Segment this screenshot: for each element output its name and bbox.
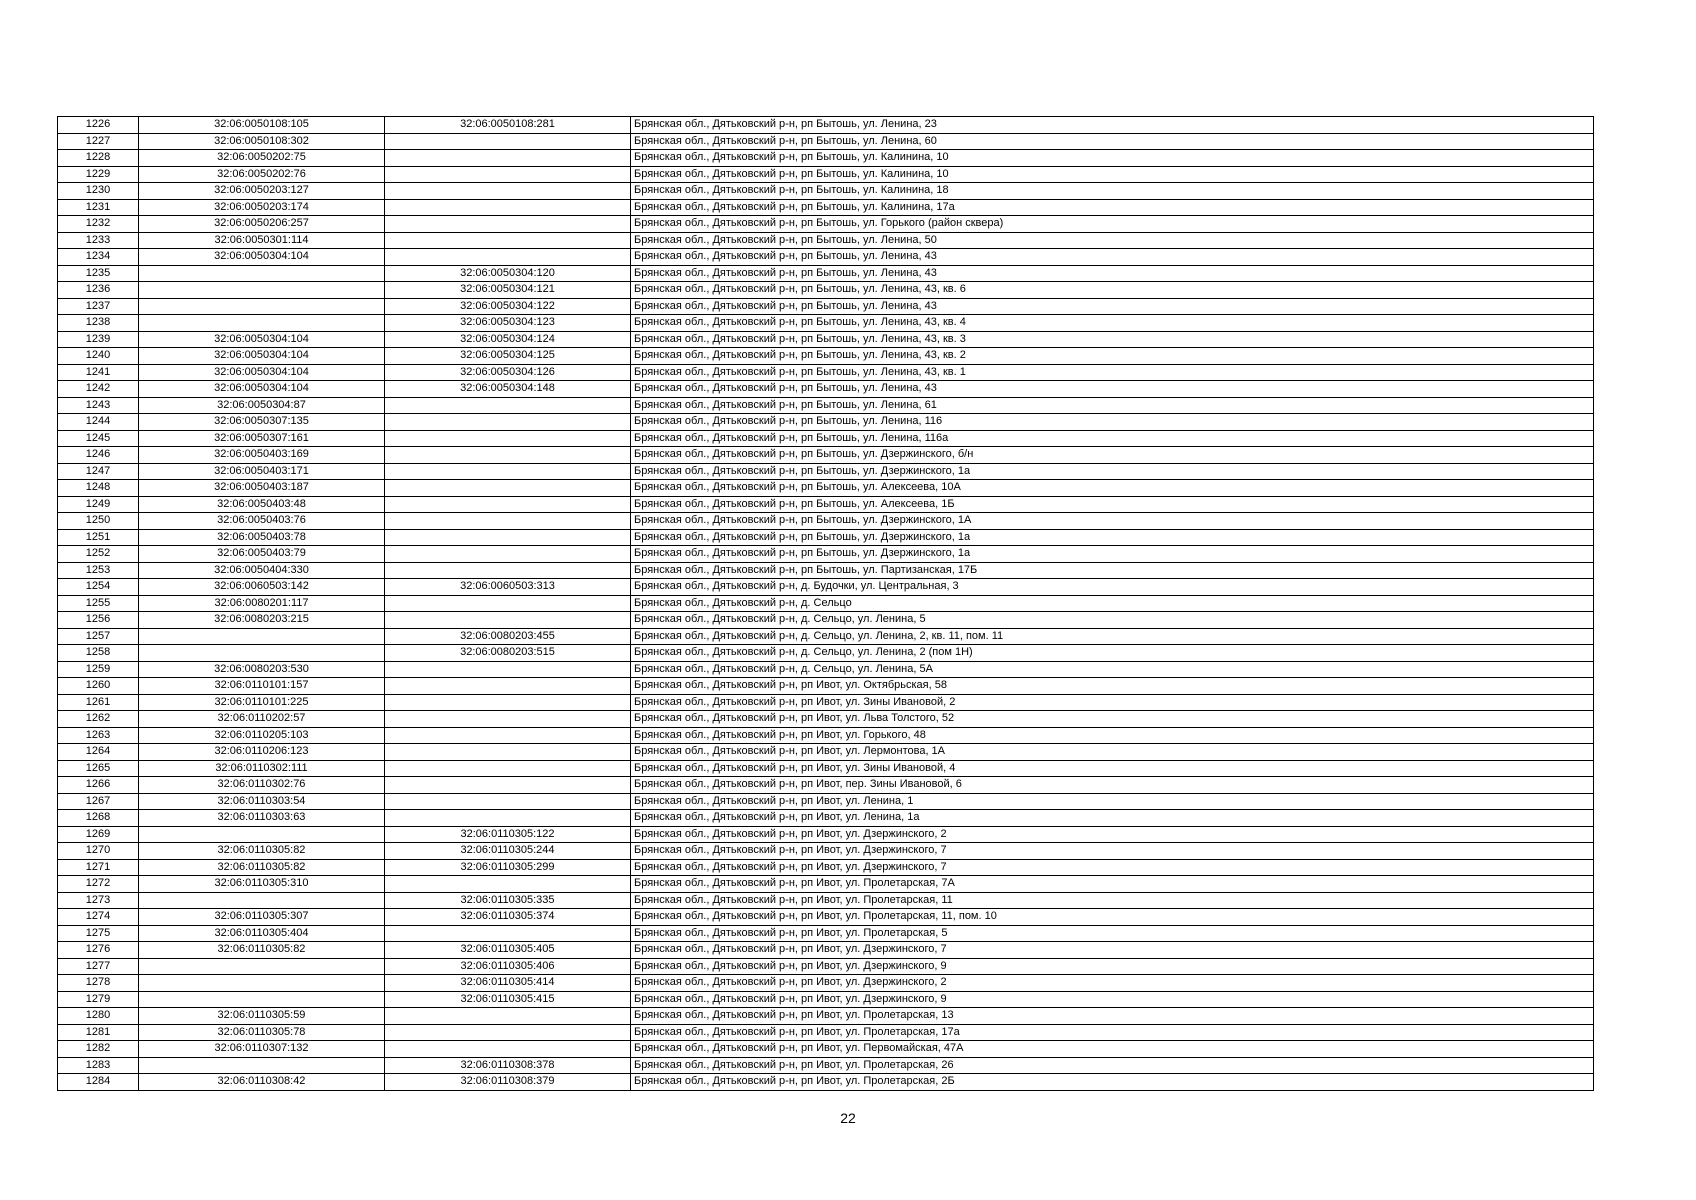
table-row [58,133,1594,150]
table-row [58,760,1594,777]
table-row [58,777,1594,794]
address-cell: Брянская обл., Дятьковский р-н, рп Бытошь, ул. Дзержинского, 1А [631,513,1594,530]
address-cell: Брянская обл., Дятьковский р-н, рп Ивот, ул. Пролетарская, 17а [631,1024,1594,1041]
address-cell: Брянская обл., Дятьковский р-н, рп Бытошь, ул. Ленина, 43 [631,381,1594,398]
table-row [58,199,1594,216]
table-row [58,892,1594,909]
table-row [58,166,1594,183]
row-number-cell: 1241 [58,364,139,381]
cadastral-number-cell: 32:06:0110305:59 [139,1008,385,1025]
cadastral-number-cell: 32:06:0110302:111 [139,760,385,777]
address-cell: Брянская обл., Дятьковский р-н, рп Бытошь, ул. Ленина, 43 [631,249,1594,266]
address-cell: Брянская обл., Дятьковский р-н, рп Ивот, ул. Первомайская, 47А [631,1041,1594,1058]
address-cell: Брянская обл., Дятьковский р-н, рп Ивот, ул. Ленина, 1 [631,793,1594,810]
table-row [58,925,1594,942]
table-row [58,397,1594,414]
object-cadastral-number-cell: 32:06:0110305:414 [385,975,631,992]
cadastral-number-cell: 32:06:0050404:330 [139,562,385,579]
table-row [58,183,1594,200]
address-cell: Брянская обл., Дятьковский р-н, рп Ивот, ул. Пролетарская, 5 [631,925,1594,942]
table-row [58,298,1594,315]
object-cadastral-number-cell: 32:06:0080203:455 [385,628,631,645]
table-row [58,1057,1594,1074]
row-number-cell: 1254 [58,579,139,596]
row-number-cell: 1278 [58,975,139,992]
registry-table-body [58,117,1594,1091]
object-cadastral-number-cell: 32:06:0110305:415 [385,991,631,1008]
row-number-cell: 1250 [58,513,139,530]
object-cadastral-number-cell: 32:06:0050304:123 [385,315,631,332]
table-row [58,480,1594,497]
address-cell: Брянская обл., Дятьковский р-н, рп Бытошь, ул. Ленина, 43 [631,265,1594,282]
cadastral-number-cell: 32:06:0110302:76 [139,777,385,794]
address-cell: Брянская обл., Дятьковский р-н, рп Бытошь, ул. Алексеева, 1Б [631,496,1594,513]
row-number-cell: 1255 [58,595,139,612]
address-cell: Брянская обл., Дятьковский р-н, д. Сельцо, ул. Ленина, 5А [631,661,1594,678]
address-cell: Брянская обл., Дятьковский р-н, рп Ивот, ул. Лермонтова, 1А [631,744,1594,761]
cadastral-number-cell: 32:06:0050202:75 [139,150,385,167]
table-row [58,744,1594,761]
address-cell: Брянская обл., Дятьковский р-н, рп Ивот, ул. Ленина, 1а [631,810,1594,827]
address-cell: Брянская обл., Дятьковский р-н, рп Ивот, ул. Дзержинского, 2 [631,826,1594,843]
object-cadastral-number-cell [385,166,631,183]
row-number-cell: 1236 [58,282,139,299]
table-row [58,843,1594,860]
object-cadastral-number-cell: 32:06:0060503:313 [385,579,631,596]
address-cell: Брянская обл., Дятьковский р-н, рп Бытошь, ул. Ленина, 61 [631,397,1594,414]
row-number-cell: 1251 [58,529,139,546]
table-row [58,975,1594,992]
table-row [58,232,1594,249]
cadastral-number-cell: 32:06:0050307:135 [139,414,385,431]
row-number-cell: 1268 [58,810,139,827]
address-cell: Брянская обл., Дятьковский р-н, рп Ивот, ул. Дзержинского, 7 [631,843,1594,860]
object-cadastral-number-cell [385,661,631,678]
table-row [58,579,1594,596]
table-row [58,447,1594,464]
address-cell: Брянская обл., Дятьковский р-н, д. Будочки, ул. Центральная, 3 [631,579,1594,596]
address-cell: Брянская обл., Дятьковский р-н, рп Ивот, ул. Зины Ивановой, 2 [631,694,1594,711]
object-cadastral-number-cell [385,430,631,447]
table-row [58,595,1594,612]
table-row [58,991,1594,1008]
table-row [58,315,1594,332]
row-number-cell: 1284 [58,1074,139,1091]
row-number-cell: 1259 [58,661,139,678]
property-registry-table [57,116,1594,1091]
address-cell: Брянская обл., Дятьковский р-н, рп Бытошь, ул. Дзержинского, б/н [631,447,1594,464]
cadastral-number-cell: 32:06:0050403:171 [139,463,385,480]
address-cell: Брянская обл., Дятьковский р-н, д. Сельцо, ул. Ленина, 5 [631,612,1594,629]
cadastral-number-cell: 32:06:0050304:104 [139,331,385,348]
row-number-cell: 1230 [58,183,139,200]
cadastral-number-cell: 32:06:0110305:404 [139,925,385,942]
object-cadastral-number-cell [385,744,631,761]
row-number-cell: 1283 [58,1057,139,1074]
object-cadastral-number-cell [385,249,631,266]
table-row [58,546,1594,563]
object-cadastral-number-cell [385,463,631,480]
object-cadastral-number-cell: 32:06:0110305:122 [385,826,631,843]
cadastral-number-cell: 32:06:0050108:302 [139,133,385,150]
object-cadastral-number-cell [385,711,631,728]
address-cell: Брянская обл., Дятьковский р-н, рп Ивот, ул. Пролетарская, 11 [631,892,1594,909]
table-row [58,876,1594,893]
cadastral-number-cell: 32:06:0050206:257 [139,216,385,233]
table-row [58,859,1594,876]
object-cadastral-number-cell [385,793,631,810]
row-number-cell: 1257 [58,628,139,645]
table-row [58,364,1594,381]
table-row [58,694,1594,711]
object-cadastral-number-cell [385,810,631,827]
cadastral-number-cell: 32:06:0110305:82 [139,843,385,860]
address-cell: Брянская обл., Дятьковский р-н, рп Бытошь, ул. Ленина, 43, кв. 1 [631,364,1594,381]
row-number-cell: 1281 [58,1024,139,1041]
object-cadastral-number-cell: 32:06:0110308:378 [385,1057,631,1074]
row-number-cell: 1238 [58,315,139,332]
object-cadastral-number-cell: 32:06:0110305:405 [385,942,631,959]
cadastral-number-cell [139,958,385,975]
cadastral-number-cell: 32:06:0050403:48 [139,496,385,513]
object-cadastral-number-cell: 32:06:0110305:244 [385,843,631,860]
address-cell: Брянская обл., Дятьковский р-н, рп Бытошь, ул. Дзержинского, 1а [631,463,1594,480]
object-cadastral-number-cell [385,183,631,200]
object-cadastral-number-cell: 32:06:0110305:335 [385,892,631,909]
table-row [58,645,1594,662]
address-cell: Брянская обл., Дятьковский р-н, рп Бытошь, ул. Ленина, 116 [631,414,1594,431]
object-cadastral-number-cell [385,694,631,711]
row-number-cell: 1227 [58,133,139,150]
row-number-cell: 1242 [58,381,139,398]
object-cadastral-number-cell [385,612,631,629]
object-cadastral-number-cell [385,513,631,530]
table-row [58,942,1594,959]
cadastral-number-cell: 32:06:0050403:78 [139,529,385,546]
row-number-cell: 1252 [58,546,139,563]
object-cadastral-number-cell: 32:06:0050304:126 [385,364,631,381]
table-row [58,1008,1594,1025]
row-number-cell: 1253 [58,562,139,579]
cadastral-number-cell: 32:06:0110202:57 [139,711,385,728]
address-cell: Брянская обл., Дятьковский р-н, рп Ивот, ул. Октябрьская, 58 [631,678,1594,695]
row-number-cell: 1275 [58,925,139,942]
address-cell: Брянская обл., Дятьковский р-н, рп Бытошь, ул. Калинина, 10 [631,150,1594,167]
address-cell: Брянская обл., Дятьковский р-н, рп Бытошь, ул. Алексеева, 10А [631,480,1594,497]
address-cell: Брянская обл., Дятьковский р-н, рп Ивот, ул. Горького, 48 [631,727,1594,744]
cadastral-number-cell: 32:06:0110305:82 [139,859,385,876]
table-row [58,529,1594,546]
address-cell: Брянская обл., Дятьковский р-н, рп Бытошь, ул. Ленина, 43, кв. 4 [631,315,1594,332]
object-cadastral-number-cell [385,447,631,464]
row-number-cell: 1269 [58,826,139,843]
object-cadastral-number-cell [385,760,631,777]
row-number-cell: 1272 [58,876,139,893]
row-number-cell: 1234 [58,249,139,266]
object-cadastral-number-cell [385,529,631,546]
row-number-cell: 1280 [58,1008,139,1025]
object-cadastral-number-cell [385,1008,631,1025]
row-number-cell: 1279 [58,991,139,1008]
row-number-cell: 1265 [58,760,139,777]
object-cadastral-number-cell: 32:06:0050304:122 [385,298,631,315]
address-cell: Брянская обл., Дятьковский р-н, рп Бытошь, ул. Ленина, 43, кв. 2 [631,348,1594,365]
address-cell: Брянская обл., Дятьковский р-н, рп Ивот, ул. Пролетарская, 26 [631,1057,1594,1074]
row-number-cell: 1235 [58,265,139,282]
object-cadastral-number-cell [385,1024,631,1041]
address-cell: Брянская обл., Дятьковский р-н, рп Ивот, ул. Пролетарская, 13 [631,1008,1594,1025]
table-row [58,661,1594,678]
table-row [58,430,1594,447]
table-row [58,463,1594,480]
row-number-cell: 1261 [58,694,139,711]
object-cadastral-number-cell [385,546,631,563]
object-cadastral-number-cell [385,925,631,942]
address-cell: Брянская обл., Дятьковский р-н, рп Бытошь, ул. Дзержинского, 1а [631,529,1594,546]
row-number-cell: 1270 [58,843,139,860]
row-number-cell: 1240 [58,348,139,365]
cadastral-number-cell [139,826,385,843]
cadastral-number-cell: 32:06:0050403:76 [139,513,385,530]
cadastral-number-cell: 32:06:0110305:78 [139,1024,385,1041]
cadastral-number-cell: 32:06:0050304:104 [139,381,385,398]
row-number-cell: 1260 [58,678,139,695]
cadastral-number-cell [139,628,385,645]
row-number-cell: 1266 [58,777,139,794]
cadastral-number-cell: 32:06:0110205:103 [139,727,385,744]
table-row [58,331,1594,348]
cadastral-number-cell: 32:06:0110307:132 [139,1041,385,1058]
table-row [58,711,1594,728]
cadastral-number-cell: 32:06:0050203:127 [139,183,385,200]
object-cadastral-number-cell: 32:06:0050304:148 [385,381,631,398]
cadastral-number-cell: 32:06:0050403:187 [139,480,385,497]
table-row [58,249,1594,266]
object-cadastral-number-cell [385,678,631,695]
table-row [58,793,1594,810]
table-row [58,414,1594,431]
cadastral-number-cell: 32:06:0080203:215 [139,612,385,629]
object-cadastral-number-cell: 32:06:0110305:406 [385,958,631,975]
address-cell: Брянская обл., Дятьковский р-н, рп Бытошь, ул. Ленина, 116а [631,430,1594,447]
address-cell: Брянская обл., Дятьковский р-н, д. Сельцо, ул. Ленина, 2 (пом 1Н) [631,645,1594,662]
table-row [58,562,1594,579]
object-cadastral-number-cell [385,562,631,579]
address-cell: Брянская обл., Дятьковский р-н, рп Ивот, ул. Пролетарская, 11, пом. 10 [631,909,1594,926]
cadastral-number-cell: 32:06:0050301:114 [139,232,385,249]
row-number-cell: 1231 [58,199,139,216]
object-cadastral-number-cell [385,595,631,612]
row-number-cell: 1232 [58,216,139,233]
address-cell: Брянская обл., Дятьковский р-н, рп Ивот, ул. Льва Толстого, 52 [631,711,1594,728]
address-cell: Брянская обл., Дятьковский р-н, рп Бытошь, ул. Калинина, 17а [631,199,1594,216]
cadastral-number-cell: 32:06:0110305:307 [139,909,385,926]
row-number-cell: 1237 [58,298,139,315]
object-cadastral-number-cell: 32:06:0050108:281 [385,117,631,134]
cadastral-number-cell: 32:06:0050304:104 [139,348,385,365]
object-cadastral-number-cell [385,777,631,794]
address-cell: Брянская обл., Дятьковский р-н, рп Ивот, ул. Дзержинского, 7 [631,942,1594,959]
row-number-cell: 1267 [58,793,139,810]
row-number-cell: 1247 [58,463,139,480]
cadastral-number-cell: 32:06:0080201:117 [139,595,385,612]
cadastral-number-cell: 32:06:0110101:225 [139,694,385,711]
object-cadastral-number-cell [385,480,631,497]
cadastral-number-cell: 32:06:0050403:169 [139,447,385,464]
row-number-cell: 1245 [58,430,139,447]
cadastral-number-cell [139,892,385,909]
row-number-cell: 1246 [58,447,139,464]
table-row [58,678,1594,695]
cadastral-number-cell: 32:06:0050403:79 [139,546,385,563]
address-cell: Брянская обл., Дятьковский р-н, рп Бытошь, ул. Ленина, 60 [631,133,1594,150]
table-row [58,1074,1594,1091]
cadastral-number-cell: 32:06:0110305:82 [139,942,385,959]
cadastral-number-cell: 32:06:0110305:310 [139,876,385,893]
table-row [58,117,1594,134]
row-number-cell: 1274 [58,909,139,926]
object-cadastral-number-cell [385,397,631,414]
row-number-cell: 1248 [58,480,139,497]
table-row [58,727,1594,744]
table-row [58,810,1594,827]
object-cadastral-number-cell [385,150,631,167]
object-cadastral-number-cell: 32:06:0080203:515 [385,645,631,662]
row-number-cell: 1258 [58,645,139,662]
row-number-cell: 1233 [58,232,139,249]
table-row [58,513,1594,530]
address-cell: Брянская обл., Дятьковский р-н, д. Сельцо, ул. Ленина, 2, кв. 11, пом. 11 [631,628,1594,645]
object-cadastral-number-cell [385,876,631,893]
object-cadastral-number-cell: 32:06:0110305:374 [385,909,631,926]
address-cell: Брянская обл., Дятьковский р-н, рп Бытошь, ул. Ленина, 43, кв. 3 [631,331,1594,348]
address-cell: Брянская обл., Дятьковский р-н, рп Бытошь, ул. Партизанская, 17Б [631,562,1594,579]
row-number-cell: 1264 [58,744,139,761]
cadastral-number-cell [139,1057,385,1074]
cadastral-number-cell [139,315,385,332]
cadastral-number-cell: 32:06:0110101:157 [139,678,385,695]
row-number-cell: 1271 [58,859,139,876]
cadastral-number-cell: 32:06:0050202:76 [139,166,385,183]
object-cadastral-number-cell [385,133,631,150]
row-number-cell: 1282 [58,1041,139,1058]
object-cadastral-number-cell: 32:06:0110308:379 [385,1074,631,1091]
object-cadastral-number-cell: 32:06:0050304:125 [385,348,631,365]
row-number-cell: 1239 [58,331,139,348]
address-cell: Брянская обл., Дятьковский р-н, рп Ивот, ул. Дзержинского, 9 [631,958,1594,975]
object-cadastral-number-cell [385,232,631,249]
table-row [58,496,1594,513]
address-cell: Брянская обл., Дятьковский р-н, рп Ивот, пер. Зины Ивановой, 6 [631,777,1594,794]
address-cell: Брянская обл., Дятьковский р-н, рп Ивот, ул. Дзержинского, 9 [631,991,1594,1008]
address-cell: Брянская обл., Дятьковский р-н, д. Сельцо [631,595,1594,612]
table-row [58,612,1594,629]
table-row [58,958,1594,975]
cadastral-number-cell [139,975,385,992]
cadastral-number-cell: 32:06:0050203:174 [139,199,385,216]
cadastral-number-cell: 32:06:0110206:123 [139,744,385,761]
address-cell: Брянская обл., Дятьковский р-н, рп Ивот, ул. Дзержинского, 7 [631,859,1594,876]
cadastral-number-cell [139,991,385,1008]
table-row [58,909,1594,926]
cadastral-number-cell: 32:06:0050304:87 [139,397,385,414]
row-number-cell: 1226 [58,117,139,134]
cadastral-number-cell: 32:06:0050108:105 [139,117,385,134]
row-number-cell: 1228 [58,150,139,167]
object-cadastral-number-cell [385,1041,631,1058]
row-number-cell: 1256 [58,612,139,629]
table-row [58,348,1594,365]
cadastral-number-cell [139,645,385,662]
cadastral-number-cell [139,298,385,315]
address-cell: Брянская обл., Дятьковский р-н, рп Бытошь, ул. Калинина, 10 [631,166,1594,183]
object-cadastral-number-cell: 32:06:0050304:124 [385,331,631,348]
address-cell: Брянская обл., Дятьковский р-н, рп Бытошь, ул. Ленина, 43 [631,298,1594,315]
row-number-cell: 1263 [58,727,139,744]
cadastral-number-cell: 32:06:0050304:104 [139,249,385,266]
object-cadastral-number-cell: 32:06:0050304:121 [385,282,631,299]
cadastral-number-cell: 32:06:0110303:63 [139,810,385,827]
address-cell: Брянская обл., Дятьковский р-н, рп Бытошь, ул. Калинина, 18 [631,183,1594,200]
table-row [58,826,1594,843]
object-cadastral-number-cell: 32:06:0110305:299 [385,859,631,876]
address-cell: Брянская обл., Дятьковский р-н, рп Бытошь, ул. Ленина, 50 [631,232,1594,249]
row-number-cell: 1244 [58,414,139,431]
row-number-cell: 1262 [58,711,139,728]
cadastral-number-cell: 32:06:0050307:161 [139,430,385,447]
object-cadastral-number-cell [385,216,631,233]
address-cell: Брянская обл., Дятьковский р-н, рп Бытошь, ул. Ленина, 23 [631,117,1594,134]
address-cell: Брянская обл., Дятьковский р-н, рп Ивот, ул. Пролетарская, 7А [631,876,1594,893]
row-number-cell: 1276 [58,942,139,959]
table-row [58,381,1594,398]
object-cadastral-number-cell [385,199,631,216]
address-cell: Брянская обл., Дятьковский р-н, рп Бытошь, ул. Дзержинского, 1а [631,546,1594,563]
row-number-cell: 1277 [58,958,139,975]
object-cadastral-number-cell [385,727,631,744]
object-cadastral-number-cell [385,414,631,431]
page-number: 22 [840,1110,856,1126]
table-row [58,628,1594,645]
cadastral-number-cell [139,265,385,282]
cadastral-number-cell: 32:06:0110303:54 [139,793,385,810]
address-cell: Брянская обл., Дятьковский р-н, рп Ивот, ул. Пролетарская, 2Б [631,1074,1594,1091]
table-row [58,150,1594,167]
row-number-cell: 1273 [58,892,139,909]
table-row [58,216,1594,233]
address-cell: Брянская обл., Дятьковский р-н, рп Бытошь, ул. Ленина, 43, кв. 6 [631,282,1594,299]
table-row [58,1024,1594,1041]
cadastral-number-cell: 32:06:0050304:104 [139,364,385,381]
cadastral-number-cell: 32:06:0060503:142 [139,579,385,596]
table-row [58,282,1594,299]
object-cadastral-number-cell [385,496,631,513]
cadastral-number-cell [139,282,385,299]
cadastral-number-cell: 32:06:0110308:42 [139,1074,385,1091]
table-row [58,265,1594,282]
object-cadastral-number-cell: 32:06:0050304:120 [385,265,631,282]
row-number-cell: 1249 [58,496,139,513]
address-cell: Брянская обл., Дятьковский р-н, рп Бытошь, ул. Горького (район сквера) [631,216,1594,233]
row-number-cell: 1229 [58,166,139,183]
address-cell: Брянская обл., Дятьковский р-н, рп Ивот, ул. Зины Ивановой, 4 [631,760,1594,777]
table-row [58,1041,1594,1058]
row-number-cell: 1243 [58,397,139,414]
address-cell: Брянская обл., Дятьковский р-н, рп Ивот, ул. Дзержинского, 2 [631,975,1594,992]
cadastral-number-cell: 32:06:0080203:530 [139,661,385,678]
